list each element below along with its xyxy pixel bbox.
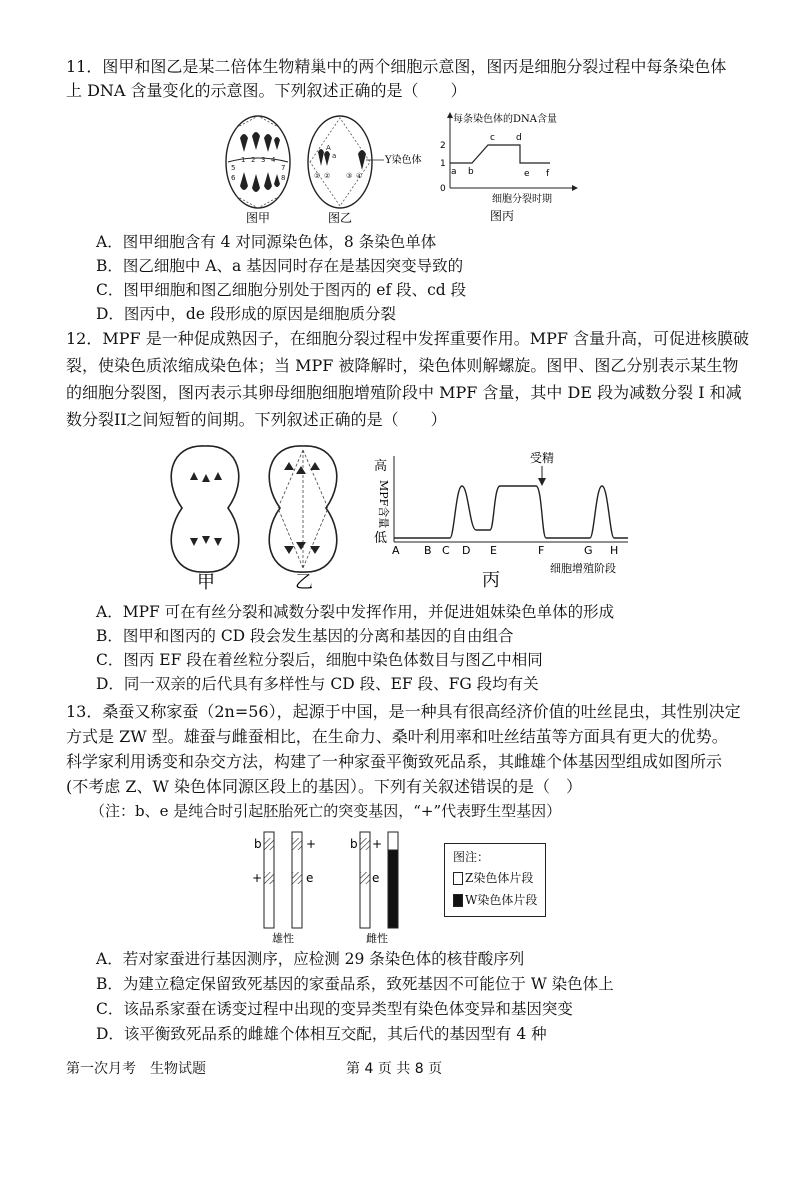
q12-option-a: A．MPF 可在有丝分裂和减数分裂中发挥作用，并促进姐妹染色单体的形成 (96, 603, 615, 621)
jia-caption: 图甲 (246, 211, 271, 225)
bing-ytick-1: 1 (440, 159, 446, 169)
bing-caption: 图丙 (490, 209, 515, 223)
chart-tick-E: E (490, 544, 497, 557)
legend-z-label: Z染色体片段 (465, 871, 534, 885)
female-label: 雌性 (366, 932, 388, 944)
yi-label-a: a (332, 152, 337, 160)
q13-stem-line2: 方式是 ZW 型。雄蚕与雌蚕相比，在生命力、桑叶利用率和吐丝结茧等方面具有更大的优势。 (66, 727, 728, 746)
female-gene-e: e (372, 871, 380, 885)
chart-fertilization-label: 受精 (530, 451, 555, 465)
legend-title: 图注： (453, 850, 490, 864)
chart-tick-C: C (442, 544, 450, 557)
chart-tick-A: A (392, 544, 400, 557)
q11-stem-line2: 上 DNA 含量变化的示意图。下列叙述正确的是（ ） (66, 81, 467, 100)
bing-ytick-2: 2 (440, 141, 446, 151)
q11-option-c: C．图甲细胞和图乙细胞分别处于图丙的 ef 段、cd 段 (96, 281, 467, 299)
jia-label-2: 2 (251, 156, 256, 164)
q12-jia-label: 甲 (197, 572, 215, 590)
q12-stem-line3: 的细胞分裂图，图丙表示其卵母细胞细胞增殖阶段中 MPF 含量，其中 DE 段为减数分裂 I 和减 (66, 383, 742, 402)
male-gene-plus-bottom: + (252, 871, 263, 885)
jia-label-1: 1 (241, 156, 246, 164)
chart-high-label: 高 (374, 459, 388, 474)
q13-option-a: A．若对家蚕进行基因测序，应检测 29 条染色体的核苷酸序列 (96, 950, 525, 968)
jia-label-5: 5 (231, 164, 236, 172)
q12-option-d: D．同一双亲的后代具有多样性与 CD 段、EF 段、FG 段均有关 (96, 675, 539, 693)
yi-label-A: A (326, 144, 331, 152)
jia-label-3: 3 (261, 156, 266, 164)
legend-z-swatch (453, 872, 463, 885)
q13-stem-line4: (不考虑 Z、W 染色体同源区段上的基因）。下列有关叙述错误的是（ ） (66, 777, 582, 796)
q12-stem-line4: 数分裂II之间短暂的间期。下列叙述正确的是（ ） (66, 410, 447, 429)
q12-figure-yi (258, 440, 348, 590)
bing-ylabel: 每条染色体的DNA含量 (453, 114, 557, 125)
q11-stem-line1: 11．图甲和图乙是某二倍体生物精巢中的两个细胞示意图，图丙是细胞分裂过程中每条染色体 (66, 57, 727, 76)
bing-dna-curve (450, 145, 550, 163)
yi-label-1: ① (314, 172, 321, 180)
q12-bing-label: 丙 (482, 570, 500, 591)
chart-tick-G: G (584, 544, 593, 557)
legend-w-label: W染色体片段 (465, 893, 538, 907)
q13-option-c: C．该品系家蚕在诱变过程中出现的变异类型有染色体变异和基因突变 (96, 1000, 573, 1018)
footer-exam-title: 第一次月考 生物试题 (66, 1061, 206, 1077)
q13-legend (444, 843, 546, 917)
male-gene-plus-top: + (306, 837, 317, 851)
bing-point-d: d (516, 133, 522, 143)
bing-point-a: a (451, 167, 457, 177)
bing-ytick-0: 0 (440, 184, 446, 194)
q12-yi-label: 乙 (295, 572, 313, 590)
q11-option-b: B．图乙细胞中 A、a 基因同时存在是基因突变导致的 (96, 257, 464, 275)
chart-xlabel: 细胞增殖阶段 (550, 562, 616, 575)
q13-stem-line1: 13．桑蚕又称家蚕（2n=56），起源于中国，是一种具有很高经济价值的吐丝昆虫，其性别决定 (66, 702, 741, 721)
yi-label-2: ② (324, 172, 331, 180)
q12-stem-line2: 裂，使染色质浓缩成染色体；当 MPF 被降解时，染色体则解螺旋。图甲、图乙分别表示某生物 (66, 356, 739, 375)
q12-figure-bing (366, 446, 646, 592)
bing-point-c: c (490, 133, 495, 143)
legend-w-swatch (453, 894, 463, 907)
q12-option-c: C．图丙 EF 段在着丝粒分裂后，细胞中染色体数目与图乙中相同 (96, 651, 543, 669)
jia-label-8: 8 (281, 174, 286, 182)
q13-note: （注：b、e 是纯合时引起胚胎死亡的突变基因，“+”代表野生型基因） (90, 802, 562, 820)
chart-tick-F: F (538, 544, 545, 557)
q12-stem-line1: 12．MPF 是一种促成熟因子，在细胞分裂过程中发挥重要作用。MPF 含量升高，可促进核膜破 (66, 329, 750, 348)
female-gene-b: b (350, 837, 358, 851)
q12-option-b: B．图甲和图丙的 CD 段会发生基因的分离和基因的自由组合 (96, 627, 514, 645)
female-gene-plus: + (372, 837, 383, 851)
yi-caption: 图乙 (328, 211, 353, 225)
jia-label-6: 6 (231, 174, 236, 182)
male-gene-e: e (306, 871, 314, 885)
chart-tick-B: B (424, 544, 432, 557)
chart-tick-D: D (462, 544, 471, 557)
q12-figure-jia (160, 440, 250, 590)
mpf-curve (394, 486, 628, 538)
chart-ylabel: MPF含量 (377, 480, 390, 529)
jia-label-4: 4 (271, 156, 276, 164)
q11-option-d: D．图丙中，de 段形成的原因是细胞质分裂 (96, 305, 396, 323)
yi-y-chromosome-label: Y染色体 (385, 155, 422, 166)
bing-xlabel: 细胞分裂时期 (492, 194, 552, 205)
bing-point-f: f (546, 169, 550, 179)
bing-point-e: e (524, 169, 530, 179)
male-label: 雄性 (272, 932, 294, 944)
q11-figure-yi (302, 110, 442, 225)
male-gene-b: b (254, 837, 262, 851)
q11-option-a: A．图甲细胞含有 4 对同源染色体，8 条染色单体 (96, 233, 437, 251)
q13-stem-line3: 科学家利用诱变和杂交方法，构建了一种家蚕平衡致死品系，其雌雄个体基因型组成如图所示 (66, 752, 723, 771)
q11-figure-jia (218, 110, 298, 225)
q13-option-b: B．为建立稳定保留致死基因的家蚕品系，致死基因不可能位于 W 染色体上 (96, 975, 614, 993)
q13-option-d: D．该平衡致死品系的雌雄个体相互交配，其后代的基因型有 4 种 (96, 1025, 547, 1043)
yi-label-3: ③ (346, 172, 353, 180)
chart-tick-H: H (610, 544, 619, 557)
q13-chromosome-figure (248, 826, 448, 944)
footer-page-number: 第 4 页 共 8 页 (346, 1061, 443, 1077)
jia-label-7: 7 (281, 164, 286, 172)
yi-label-4: ④ (356, 172, 363, 180)
chart-low-label: 低 (374, 531, 388, 546)
q11-figure-bing (434, 108, 584, 225)
bing-point-b: b (468, 167, 474, 177)
